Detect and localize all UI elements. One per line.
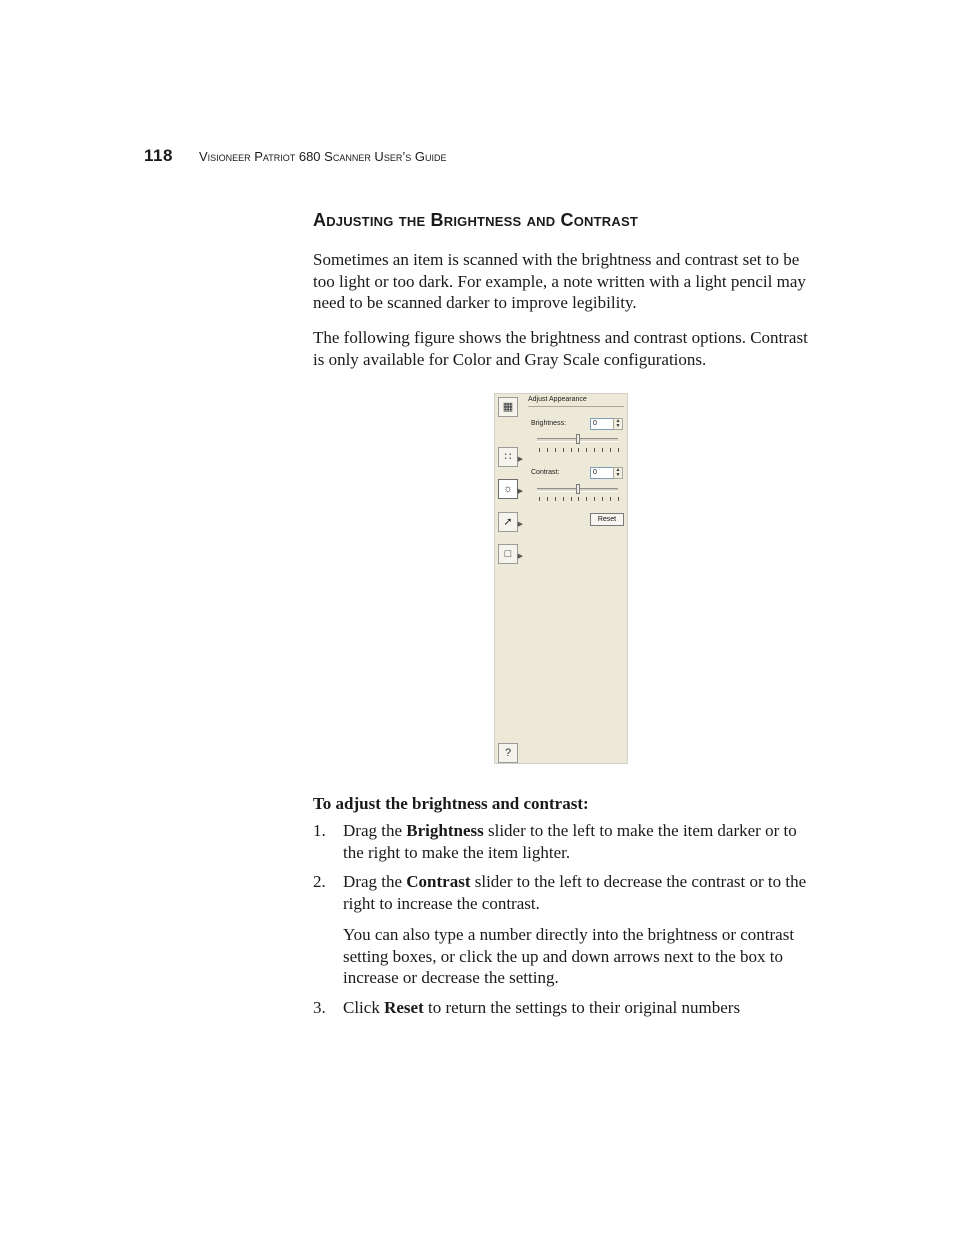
running-title: Visioneer Patriot 680 Scanner User’s Guide xyxy=(198,149,447,164)
adjust-appearance-panel xyxy=(494,393,628,764)
contrast-term: Contrast xyxy=(406,872,471,891)
procedure-heading: To adjust the brightness and contrast: xyxy=(313,794,589,813)
brightness-slider-ticks xyxy=(539,448,619,452)
step-text: Drag the Brightness slider to the left to make the item darker or to the right to make the item lighter. xyxy=(343,821,797,862)
step-text: Click Reset to return the settings to their original numbers xyxy=(343,997,741,1017)
halftone-dots-icon[interactable]: ∷ ▶ xyxy=(498,447,518,467)
section-heading: Adjusting the Brightness and Contrast xyxy=(313,210,638,230)
step-3 xyxy=(313,997,813,1019)
page-number: 118 xyxy=(144,146,173,165)
step-number: 1. xyxy=(313,821,326,840)
reset-button[interactable]: Reset xyxy=(590,513,624,526)
brightness-spinner[interactable]: ▲ ▼ xyxy=(613,418,623,430)
color-curve-icon[interactable]: ➚ ▶ xyxy=(498,512,518,532)
help-icon[interactable]: ? xyxy=(498,743,518,763)
adjust-appearance-tab-icon[interactable]: ▦ xyxy=(498,397,518,417)
intro-paragraph: Sometimes an item is scanned with the brightness and contrast set to be too light or too dark. For example, a note written with a light pencil may need to be scanned darker to improve legibility. xyxy=(313,250,806,312)
brightness-field[interactable]: 0 xyxy=(590,418,614,430)
contrast-slider-thumb[interactable] xyxy=(576,484,580,494)
brightness-label: Brightness: xyxy=(531,420,567,427)
contrast-label: Contrast: xyxy=(531,469,560,476)
step-note: You can also type a number directly into the brightness or contrast setting boxes, or click the up and down arrows next to the box to increase or decrease the setting. xyxy=(343,925,795,987)
contrast-field[interactable]: 0 xyxy=(590,467,614,479)
panel-divider xyxy=(528,406,624,407)
brightness-icon[interactable]: ☼ ▶ xyxy=(498,479,518,499)
reset-term: Reset xyxy=(384,997,424,1017)
step-1 xyxy=(313,820,813,863)
procedure-steps xyxy=(313,820,813,1026)
step-number: 2. xyxy=(313,872,326,891)
step-number: 3. xyxy=(313,997,326,1017)
page-header xyxy=(144,146,446,166)
page-size-icon[interactable]: □ ▶ xyxy=(498,544,518,564)
figure-intro-paragraph: The following figure shows the brightness and contrast options. Contrast is only available for Color and Gray Scale configurations. xyxy=(313,328,808,369)
brightness-term: Brightness xyxy=(406,821,484,840)
panel-title: Adjust Appearance xyxy=(528,396,587,403)
brightness-slider-thumb[interactable] xyxy=(576,434,580,444)
contrast-spinner[interactable]: ▲ ▼ xyxy=(613,467,623,479)
contrast-slider-ticks xyxy=(539,497,619,501)
step-2 xyxy=(313,871,813,989)
step-text: Drag the Contrast slider to the left to decrease the contrast or to the right to increase the contrast. xyxy=(343,872,807,913)
